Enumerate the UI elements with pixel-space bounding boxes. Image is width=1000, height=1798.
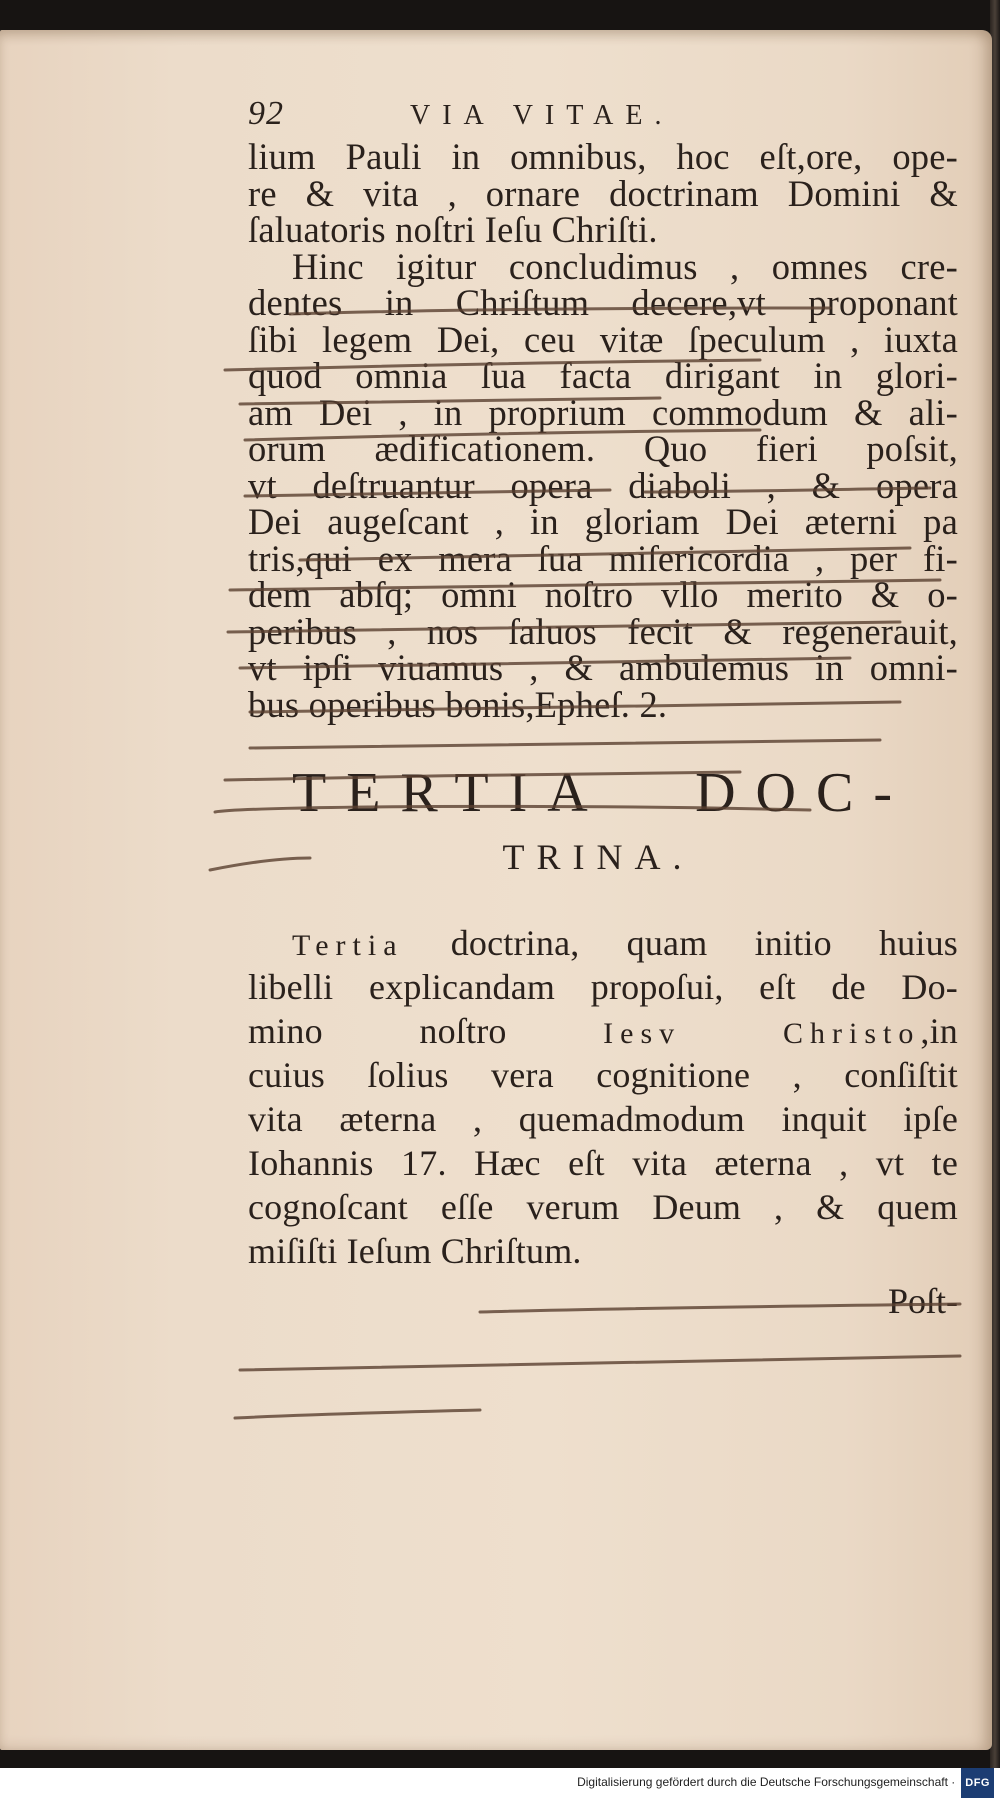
small-caps-name: Iesv Christo xyxy=(603,1017,921,1050)
text-line: dem abſq; omni noſtro vllo merito & o- xyxy=(248,574,958,615)
page-number: 92 xyxy=(248,95,284,132)
footer-credit: Digitalisierung gefördert durch die Deutsche Forschungsgemeinschaft · xyxy=(577,1775,956,1790)
text-line: cuius ſolius vera cognitione , conſiſtit xyxy=(248,1055,958,1095)
text-line: bus operibus bonis,Epheſ. 2. xyxy=(248,683,668,725)
text-line: libelli explicandam propoſui, eſt de Do- xyxy=(248,967,958,1007)
dfg-logo: DFG xyxy=(961,1768,994,1798)
text-line: vt deſtruantur opera diaboli , & opera xyxy=(248,464,958,506)
section-heading-line-2: TRINA. xyxy=(502,837,694,877)
text-line: tris,qui ex mera ſua miſericordia , per fi- xyxy=(248,537,958,579)
text-line: ſaluatoris noſtri Ieſu Chriſti. xyxy=(248,209,658,250)
text-span: ,in xyxy=(920,1011,958,1051)
paragraph-3 xyxy=(248,921,958,1273)
text-line xyxy=(248,921,958,965)
text-line: Hinc igitur concludimus , omnes cre- xyxy=(292,245,958,287)
text-line: cognoſcant eſſe verum Deum , & quem xyxy=(248,1187,958,1227)
text-line: am Dei , in proprium commodum & ali- xyxy=(248,391,958,433)
text-span: doctrina, quam initio huius xyxy=(403,923,958,963)
text-line: miſiſti Ieſum Chriſtum. xyxy=(248,1231,582,1271)
text-line: ſibi legem Dei, ceu vitæ ſpeculum , iuxta xyxy=(248,318,958,360)
digitization-footer xyxy=(0,1768,1000,1796)
paragraph-2 xyxy=(248,245,958,725)
section-heading-line-1: TERTIA DOC- xyxy=(292,762,912,824)
text-line: re & vita , ornare doctrinam Domini & xyxy=(248,172,958,214)
running-head xyxy=(248,95,958,139)
text-line: orum ædificationem. Quo fieri poſsit, xyxy=(248,428,958,469)
text-block xyxy=(248,95,958,1325)
text-line: peribus , nos ſaluos fecit & regenerauit, xyxy=(248,610,958,652)
catchword: Poſt- xyxy=(887,1281,958,1321)
text-line: quod omnia ſua facta dirigant in glori- xyxy=(248,355,958,396)
text-line: Dei augeſcant , in gloriam Dei æterni pa xyxy=(248,501,958,542)
paragraph-1 xyxy=(248,136,958,250)
running-title: VIA VITAE. xyxy=(410,100,674,131)
text-line: vt ipſi viuamus , & ambulemus in omni- xyxy=(248,647,958,688)
section-heading xyxy=(248,757,912,881)
text-line: lium Pauli in omnibus, hoc eſt,ore, ope- xyxy=(248,136,958,177)
text-line: Iohannis 17. Hæc eſt vita æterna , vt te xyxy=(248,1143,958,1183)
text-line: vita æterna , quemadmodum inquit ipſe xyxy=(248,1099,958,1139)
small-caps-word: Tertia xyxy=(292,929,404,962)
text-line: dentes in Chriſtum decere,vt proponant xyxy=(248,282,958,323)
text-line xyxy=(248,1009,958,1053)
text-span: mino noſtro xyxy=(248,1011,604,1051)
